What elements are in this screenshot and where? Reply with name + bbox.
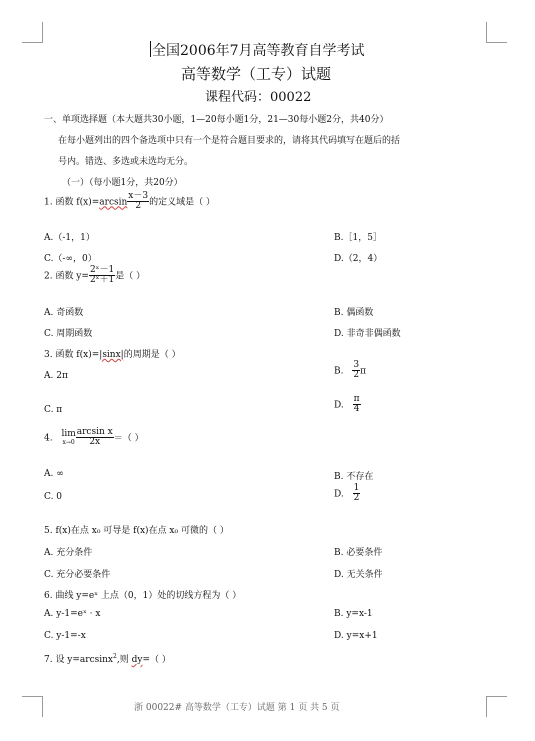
q1-option-b: B.［1，5］ xyxy=(334,233,382,243)
q3-b-numerator: 3 xyxy=(353,360,360,370)
q4-lim-word: lim xyxy=(61,428,76,439)
q3-abs: |sinx| xyxy=(99,350,124,360)
q1-denominator: 2 xyxy=(135,201,142,212)
q6-option-b: B. y=x-1 xyxy=(334,609,373,619)
q4-numerator: arcsin x xyxy=(76,427,113,437)
q1-func: arcsin xyxy=(99,197,128,208)
q1-option-c: C.（-∞，0） xyxy=(44,254,97,264)
question-4 xyxy=(44,428,144,448)
q3-option-a: A. 2π xyxy=(44,371,68,381)
section-heading: 一、单项选择题（本大题共30小题，1—20每小题1分，21—30每小题2分，共40分） xyxy=(44,115,389,125)
q2-numerator: 2ˣ－1 xyxy=(89,265,115,275)
q1-numerator: x－3 xyxy=(128,191,149,201)
question-1 xyxy=(44,192,215,212)
q6-option-a: A. y-1=eˣ · x xyxy=(44,609,101,619)
q4-limit xyxy=(61,430,75,446)
q3-b-tail: π xyxy=(360,366,367,377)
question-7 xyxy=(44,652,171,665)
q1-option-a: A.（-1，1） xyxy=(44,233,95,243)
question-2 xyxy=(44,266,145,286)
q4-denominator: 2x xyxy=(89,437,101,448)
crop-mark-top-right xyxy=(486,22,507,43)
q1-prefix: 1. 函数 f(x)= xyxy=(44,197,100,208)
text-cursor xyxy=(150,41,151,57)
q2-prefix: 2. 函数 y= xyxy=(44,271,89,282)
q3-d-label: D. xyxy=(334,400,344,411)
q2-fraction xyxy=(89,266,115,286)
q3-prefix: 3. 函数 f(x)= xyxy=(44,350,100,360)
q7-mid: ,则 xyxy=(116,655,132,665)
q5-option-d: D. 无关条件 xyxy=(334,570,383,580)
subject-title: 高等数学（工专）试题 xyxy=(181,65,332,83)
q3-b-label: B. xyxy=(334,366,344,377)
q3-option-b xyxy=(334,361,366,381)
q3-suffix: 的周期是（ ） xyxy=(123,350,181,360)
question-6: 6. 曲线 y=eˣ 上点（0，1）处的切线方程为（ ） xyxy=(44,591,242,601)
q3-option-c: C. π xyxy=(44,405,63,415)
question-5: 5. f(x)在点 x₀ 可导是 f(x)在点 x₀ 可微的（ ） xyxy=(44,526,229,536)
q4-suffix: ＝（ ） xyxy=(113,433,144,444)
q3-b-denominator: 2 xyxy=(353,370,360,381)
q3-d-numerator: π xyxy=(353,394,360,404)
q2-option-c: C. 周期函数 xyxy=(44,329,93,339)
q5-option-a: A. 充分条件 xyxy=(44,548,93,558)
q2-option-a: A. 奇函数 xyxy=(44,308,84,318)
q3-b-fraction xyxy=(352,361,360,381)
q4-fraction xyxy=(76,428,114,448)
q4-option-b: B. 不存在 xyxy=(334,472,374,482)
q1-suffix: 的定义域是（ ） xyxy=(149,197,215,208)
q4-option-c: C. 0 xyxy=(44,492,63,502)
q5-option-c: C. 充分必要条件 xyxy=(44,570,111,580)
q3-d-fraction xyxy=(353,395,361,415)
q3-option-d xyxy=(334,395,361,415)
q4-d-fraction xyxy=(353,484,361,504)
crop-mark-bottom-right xyxy=(486,696,507,717)
q7-exponent: 2 xyxy=(113,653,117,660)
q7-suffix: =（ ） xyxy=(142,655,171,665)
q2-option-d: D. 非奇非偶函数 xyxy=(334,329,401,339)
q1-fraction xyxy=(127,192,149,212)
q2-denominator: 2ˣ＋1 xyxy=(89,275,115,286)
crop-mark-bottom-left xyxy=(22,696,43,717)
sub-section-heading: （一）（每小题1分，共20分） xyxy=(62,178,183,188)
q3-d-denominator: 4 xyxy=(353,404,360,415)
q2-suffix: 是（ ） xyxy=(115,271,146,282)
q2-option-b: B. 偶函数 xyxy=(334,308,374,318)
q1-option-d: D.（2，4） xyxy=(334,254,383,264)
q4-d-denominator: 2 xyxy=(353,493,360,504)
q4-d-numerator: 1 xyxy=(353,483,360,493)
q6-option-d: D. y=x+1 xyxy=(334,631,378,641)
q4-d-label: D. xyxy=(334,489,344,500)
q4-option-a: A. ∞ xyxy=(44,469,64,479)
q7-prefix: 7. 设 y=arcsinx xyxy=(44,655,114,665)
question-3 xyxy=(44,347,181,360)
exam-title: 全国2006年7月高等教育自学考试 xyxy=(152,43,365,59)
q4-lim-sub: x→0 xyxy=(62,438,75,446)
q4-option-d xyxy=(334,484,360,504)
page-footer: 浙 00022# 高等数学（工专）试题 第 1 页 共 5 页 xyxy=(134,703,340,713)
q6-option-c: C. y-1=-x xyxy=(44,631,86,641)
crop-mark-top-left xyxy=(22,22,43,43)
instruction-line-2: 号内。错选、多选或未选均无分。 xyxy=(58,157,194,167)
q7-dy: dy xyxy=(131,655,143,665)
q4-prefix: 4. xyxy=(44,433,53,444)
q5-option-b: B. 必要条件 xyxy=(334,548,383,558)
instruction-line-1: 在每小题列出的四个备选项中只有一个是符合题目要求的，请将其代码填写在题后的括 xyxy=(58,136,401,146)
course-code: 课程代码：00022 xyxy=(205,90,312,105)
